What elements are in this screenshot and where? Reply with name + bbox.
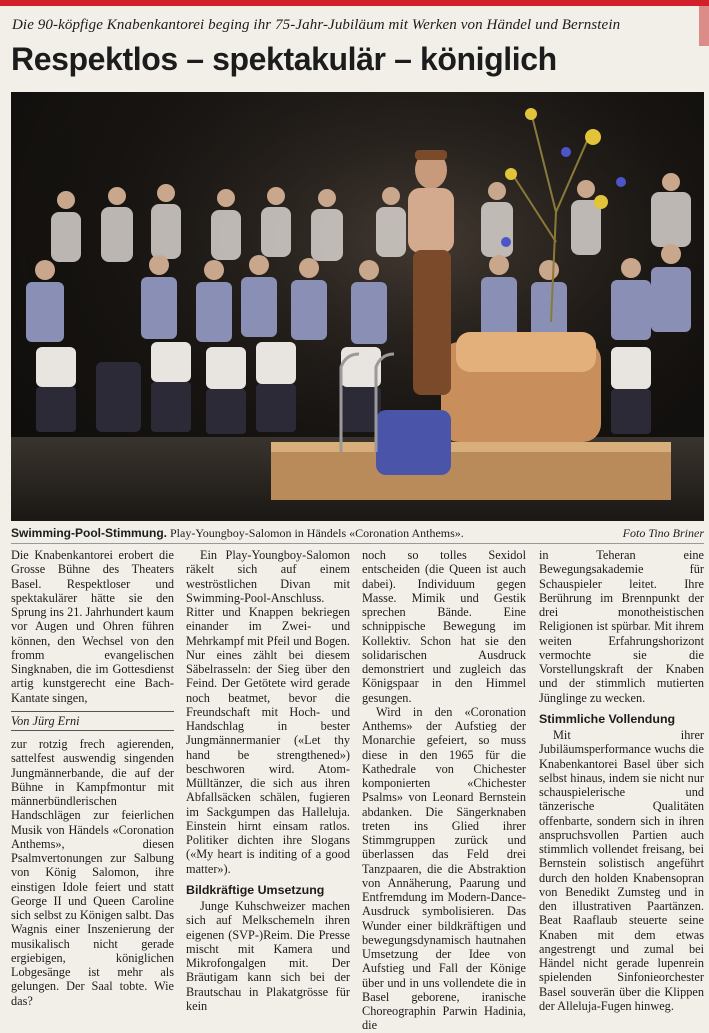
author-byline: Von Jürg Erni [11,711,174,731]
body-paragraph: Mit ihrer Jubiläumsperformance wuchs die Knabenkantorei Basel über sich selbst hinaus, indem sie nicht nur schauspielerische und tänzerische Qualitäten offenbarte, sondern sich in ihren anspruchsvollen Partien auch stimmlich vollendet freisang, bei Bernstein solistisch angeführt durch den holden Knabensopran von Benedikt Zumsteg und in den illustrativen Paartänzen. Beat Raaflaub steuerte seine Knaben mit dem etwas angestrengt und zumal bei Händel nicht gerade lupenrein spielenden Sinfonieorchester Basel souverän über die Klippen der Alleluja-Fugen hinweg. [539,728,704,1013]
caption-text: Play-Youngboy-Salomon in Händels «Coronation Anthems». [167,526,464,540]
article-column-2 [186,548,350,1013]
top-color-bar [0,0,709,6]
article-column-3 [362,548,526,1033]
body-paragraph: Junge Kuhschweizer machen sich auf Melkschemeln ihren eigenen (SVP-)Reim. Die Presse mischt mit Kamera und Mikrofongalgen mit. Der Bräutigam kann sich bei der Brautschau in Plakatgrösse für kein [186,899,350,1013]
body-paragraph: Wird in den «Coronation Anthems» der Aufstieg der Monarchie gefeiert, so muss diese in den 1965 für die Kathedrale von Chichester komponierten «Chichester Psalms» von Leonard Bernstein abdanken. Die Sängerknaben treten ins Glied ihrer Stimmgruppen zurück und überlassen das Feld drei Tanzpaaren, die die Abstraktion von Annäherung, Paarung und Entfremdung im Modern-Dance-Ausdruck symbolisieren. Das Wunder einer bildkräftigen und bewegungsdynamisch hautnahen Umsetzung der Idee von Aufstieg und Fall der Könige über und in uns vollendete die in Basel geborene, iranische Choreographin Parwin Hadinia, die [362,704,526,1033]
caption-title: Swimming-Pool-Stimmung. [11,526,167,540]
body-paragraph: zur rotzig frech agierenden, sattelfest auswendig singenden Jungmännerbande, die auf der Bühne in Kampfmontur mit männerbündlerischen Handschlägen zur feierlichen Musik von Händels «Coronation Anthems», diesen Psalmvertonungen zur Salbung von König Salomon, ihre einstigen Idole feiert und statt George II und Queen Caroline sich selbst zu Königen salbt. Das Wagnis einer Inszenierung der musikalisch nicht gerade ergiebigen, königlichen Lobgesänge ist mehr als gelungen. Der Saal tobte. Wie das? [11,737,174,1008]
body-paragraph: noch so tolles Sexidol entscheiden (die Queen ist auch dabei). Individuum gegen Masse. Mimik und Gestik sprechen Bände. Eine schnippische Bewegung im Kollektiv. Schon hat sie den solidarischen Ausdruck demonstriert und zugleich das Königspaar in den Himmel gesungen. [362,548,526,705]
subheading: Stimmliche Vollendung [539,711,676,726]
article-headline: Respektlos – spektakulär – königlich [11,41,557,77]
caption-divider [11,543,704,544]
article-column-4 [539,548,704,1013]
article-photo [11,92,704,521]
body-paragraph: in Teheran eine Bewegungsakademie für Schauspieler leitet. Ihre Berührung im Brennpunkt der drei monotheistischen Religionen ist spürbar. Mit ihrem weiten Erfahrungshorizont vermochte sie die Vorstellungskraft der Knaben und der stimmlich mutierten Jünglinge zu wecken. [539,548,704,705]
stage-scene-image [11,92,704,521]
intro-paragraph: Die Knabenkantorei erobert die Grosse Bühne des Theaters Basel. Respektloser und spektakulärer hätte sie den Sprung ins 21. Jahrhundert kaum vor Augen und Ohren führen können, den Wechsel von den fromm evangelischen Singknaben, die im Gottesdienst artig kunstgerecht eine Bach-Kantate singen, [11,548,174,705]
body-paragraph: Ein Play-Youngboy-Salomon räkelt sich auf einem weströstlichen Divan mit Swimming-Pool-Anschluss. Ritter und Knappen bekriegen einander im Zwei- und Mehrkampf mit Pfeil und Bogen. Nur eines zählt bei diesem Säbelrasseln: der Sieg über den Feind. Der Getötete wird gerade noch beatmet, bevor die Freundschaft mit Hoch- und Handschlag in bester Jungmännermanier («Let thy hand be strengthened») beschworen wird. Atom-Mülltänzer, die sich aus ihren Abfallsäcken schälen, fugieren im Sackgumpen das Halleluja. Einstein hirnt einsam ratlos. Politiker dichten ihre Slogans («My heart is inditing of a good matter»). [186,548,350,876]
photo-caption [11,526,704,541]
adjacent-page-edge [699,6,709,46]
article-kicker: Die 90-köpfige Knabenkantorei beging ihr 75-Jahr-Jubiläum mit Werken von Händel und Bernstein [12,17,621,33]
article-column-1 [11,548,174,1008]
subheading: Bildkräftige Umsetzung [186,882,325,897]
photo-credit: Foto Tino Briner [622,526,704,540]
